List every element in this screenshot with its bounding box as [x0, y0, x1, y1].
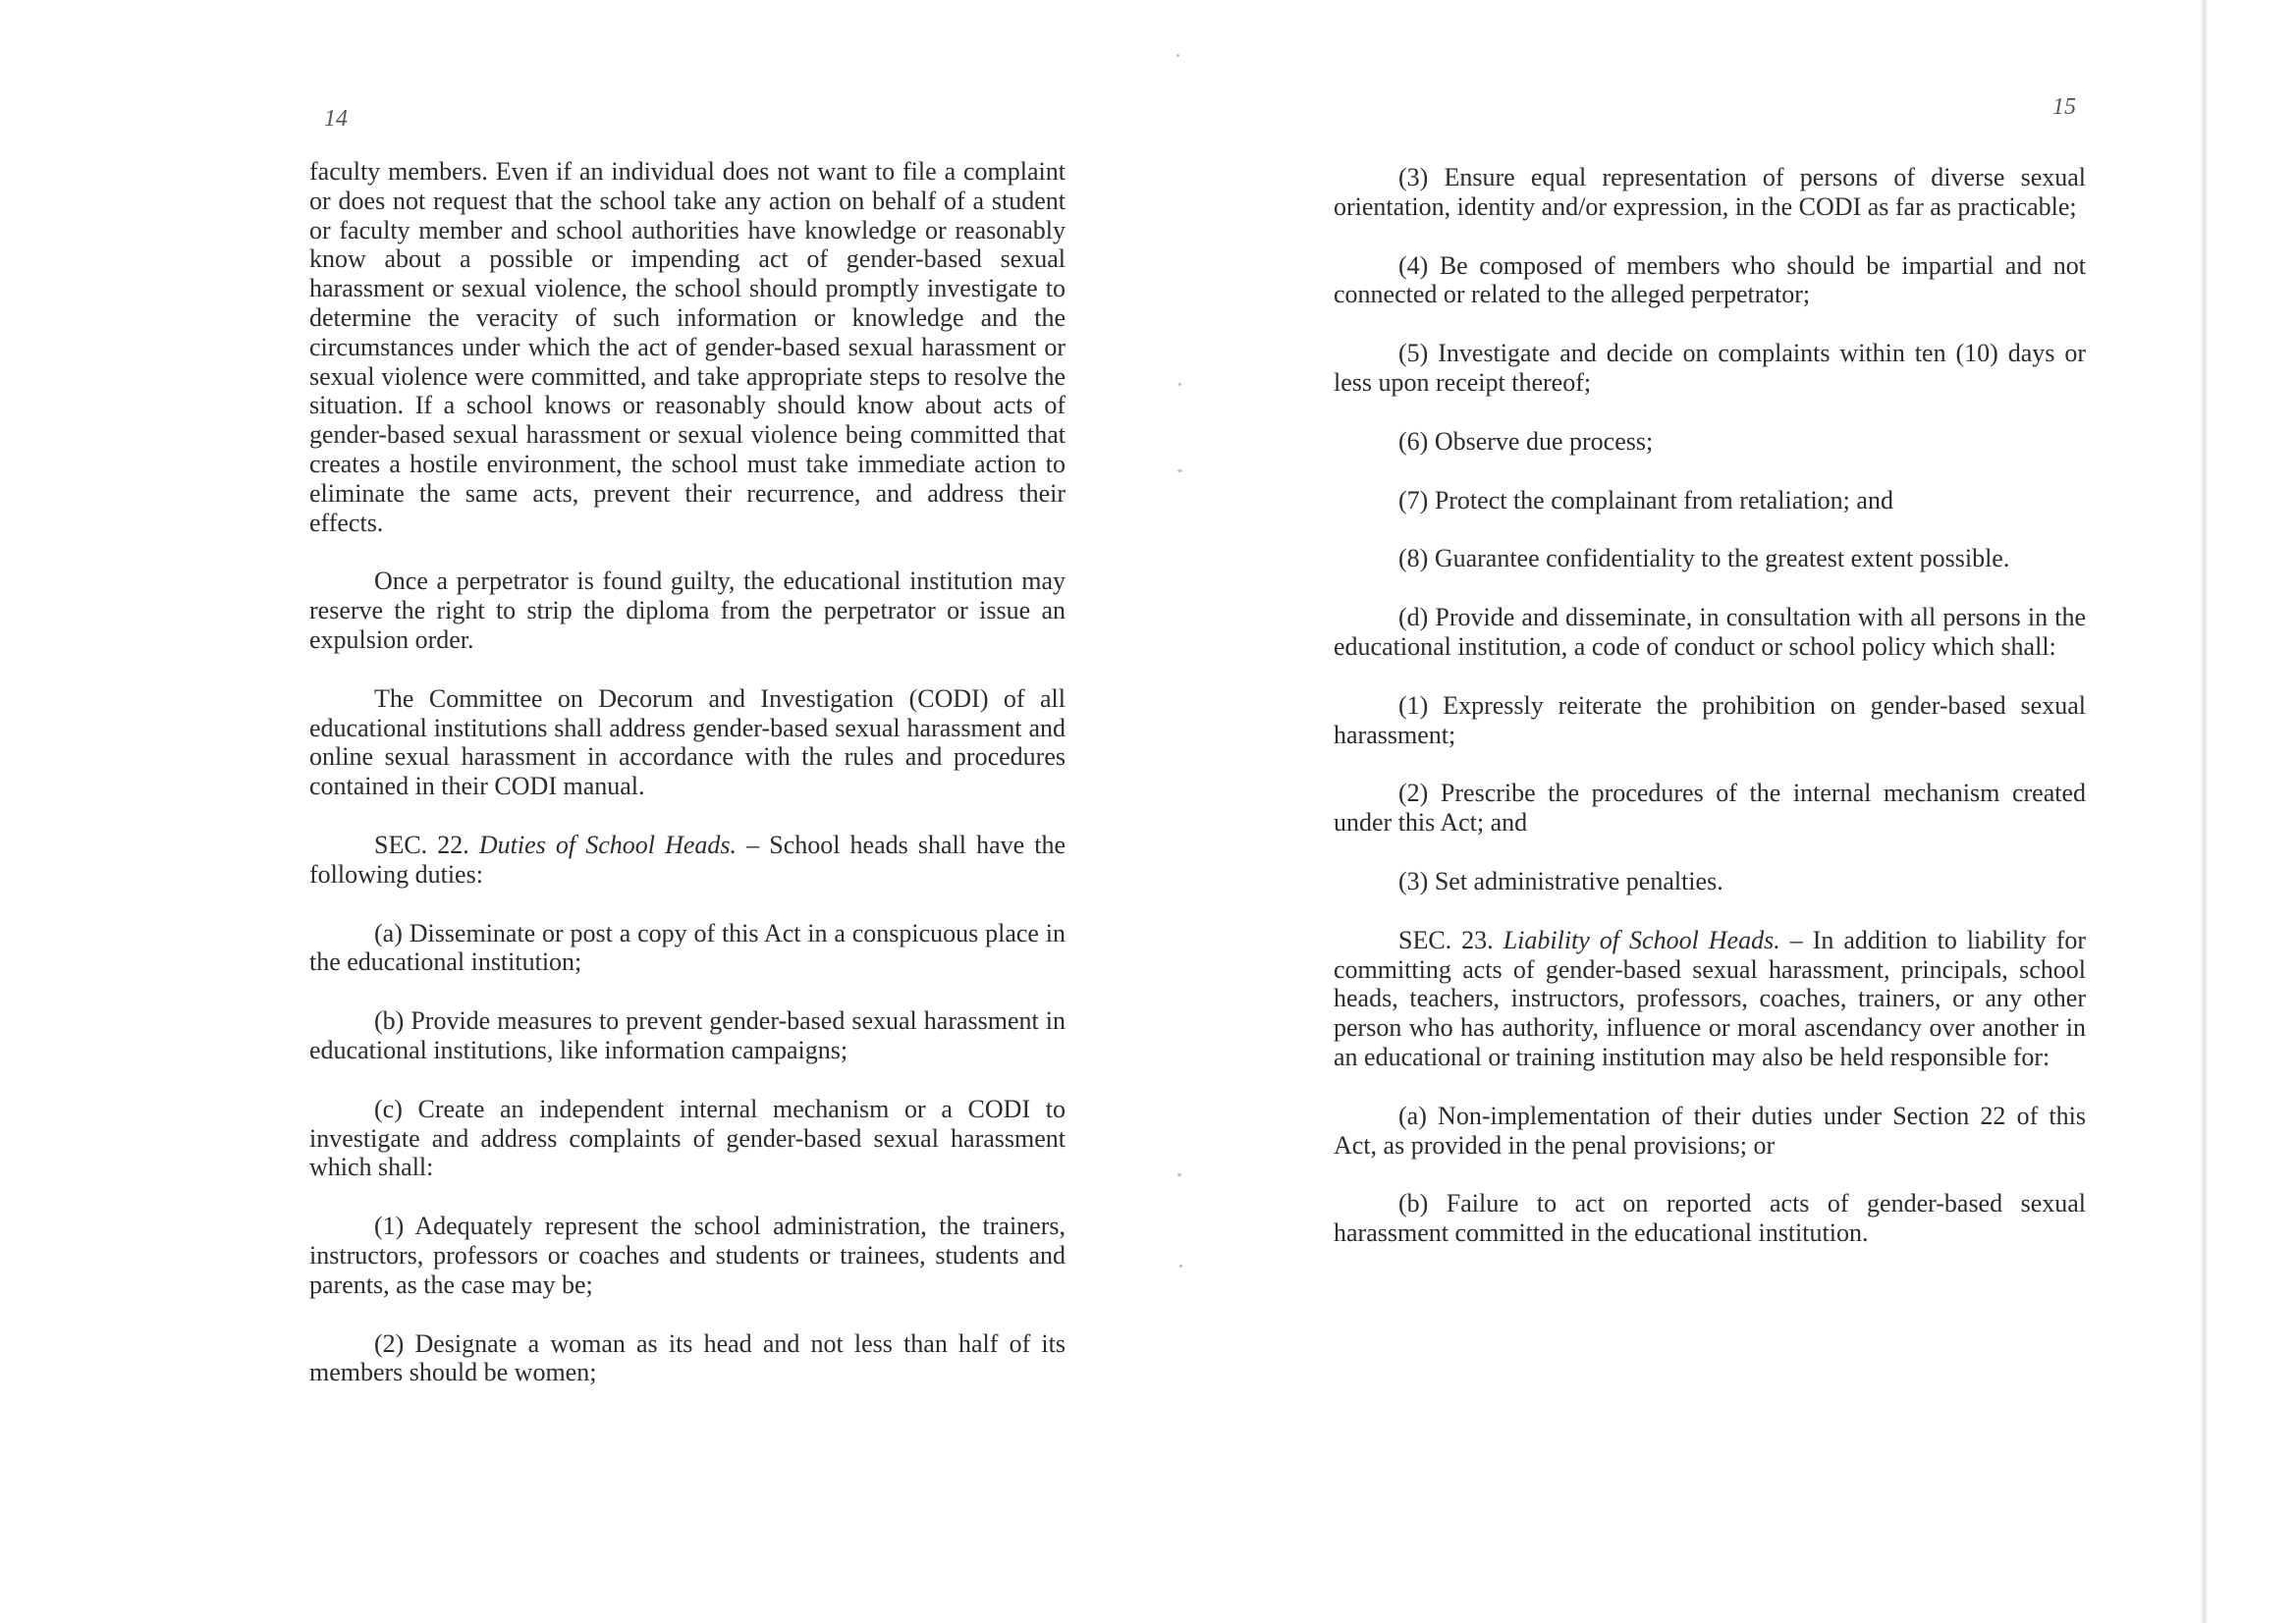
liability-item-a: (a) Non-implementation of their duties under Section 22 of this Act, as provided in the penal provisions; or [1334, 1101, 2086, 1160]
scan-speck [1177, 469, 1182, 472]
codi-item-8: (8) Guarantee confidentiality to the greatest extent possible. [1398, 544, 2010, 573]
codi-item-1: (1) Adequately represent the school administration, the trainers, instructors, professors or coaches and students or trainees, students and parents, as the case may be; [309, 1212, 1066, 1299]
left-paragraph-2: Once a perpetrator is found guilty, the educational institution may reserve the right to strip the diploma from the perpetrator or issue an expulsion order. [309, 567, 1066, 654]
right-page-body [1334, 163, 2086, 1277]
section-22-heading-paragraph [309, 831, 1066, 890]
section-22-text: – School heads shall have the following duties: [309, 830, 1066, 889]
policy-item-2: (2) Prescribe the procedures of the internal mechanism created under this Act; and [1334, 779, 2086, 838]
left-paragraph-3: The Committee on Decorum and Investigation (CODI) of all educational institutions shall address gender-based sexual harassment and online sexual harassment in accordance with the rules and procedures contained in their CODI manual. [309, 683, 1066, 801]
codi-item-2: (2) Designate a woman as its head and not less than half of its members should be women; [309, 1328, 1066, 1387]
section-22-label: SEC. 22. [374, 830, 469, 859]
codi-item-5: (5) Investigate and decide on complaints within ten (10) days or less upon receipt thereof; [1334, 339, 2086, 397]
scan-speck [1178, 383, 1181, 386]
right-page-number: 15 [2052, 94, 2076, 120]
page-gutter [1178, 0, 1180, 1623]
left-page-body [309, 157, 1066, 1417]
section-23-label: SEC. 23. [1398, 925, 1494, 954]
scan-speck [1179, 1265, 1182, 1268]
policy-item-3: (3) Set administrative penalties. [1398, 866, 1723, 895]
codi-item-7: (7) Protect the complainant from retaliation; and [1398, 485, 1893, 514]
section-22-title: Duties of School Heads. [478, 830, 738, 859]
codi-item-3: (3) Ensure equal representation of persons of diverse sexual orientation, identity and/or expression, in the CODI as far as practicable; [1334, 163, 2086, 221]
section-23-text: – In addition to liability for committing acts of gender-based sexual harassment, principals, school heads, teachers, instructors, professors, coaches, trainers, or any other person who has authority, influence or moral ascendancy over another in an educational or training institution may also be held responsible for: [1334, 925, 2087, 1071]
liability-item-b: (b) Failure to act on reported acts of gender-based sexual harassment committed in the educational institution. [1334, 1189, 2086, 1248]
scan-speck [1177, 1173, 1181, 1176]
duty-item-a: (a) Disseminate or post a copy of this Act in a conspicuous place in the educational institution; [309, 918, 1066, 977]
left-paragraph-1: faculty members. Even if an individual does not want to file a complaint or does not request that the school take any action on behalf of a student or faculty member and school authorities have knowledge or reasonably know about a possible or impending act of gender-based sexual harassment or sexual violence, the school should promptly investigate to determine the veracity of such information or knowledge and the circumstances under which the act of gender-based sexual harassment or sexual violence were committed, and take appropriate steps to resolve the situation. If a school knows or reasonably should know about acts of gender-based sexual harassment or sexual violence being committed that creates a hostile environment, the school must take immediate action to eliminate the same acts, prevent their recurrence, and address their effects. [309, 157, 1066, 537]
duty-item-d: (d) Provide and disseminate, in consultation with all persons in the educational institution, a code of conduct or school policy which shall: [1334, 603, 2086, 661]
left-page-number: 14 [324, 106, 348, 132]
codi-item-4: (4) Be composed of members who should be impartial and not connected or related to the alleged perpetrator; [1334, 250, 2086, 309]
page-edge-shadow [2200, 0, 2208, 1623]
scan-speck [1176, 54, 1179, 57]
codi-item-6: (6) Observe due process; [1398, 426, 1654, 456]
policy-item-1: (1) Expressly reiterate the prohibition on gender-based sexual harassment; [1334, 690, 2086, 749]
duty-item-b: (b) Provide measures to prevent gender-based sexual harassment in educational institutions, like information campaigns; [309, 1006, 1066, 1064]
duty-item-c: (c) Create an independent internal mechanism or a CODI to investigate and address complaints of gender-based sexual harassment which shall: [309, 1094, 1066, 1182]
section-23-title: Liability of School Heads. [1503, 925, 1780, 954]
section-23-heading-paragraph [1334, 926, 2086, 1072]
